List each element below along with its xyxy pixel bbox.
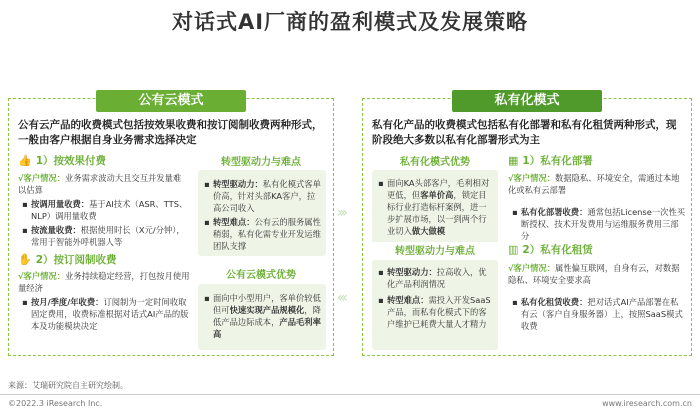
left-difficulty-item: ▪ 转型难点：公有云的服务属性稍弱，私有化需专业开发运维团队支撑 bbox=[204, 216, 322, 252]
thumbs-up-icon: 👍 bbox=[18, 154, 32, 167]
transition-arrows-left: ‹‹‹ bbox=[337, 290, 345, 306]
public-cloud-header: 公有云模式 bbox=[96, 90, 246, 112]
private-deploy-customer: √客户情况：数据隐私、环境安全，需通过本地化或私有云部署 bbox=[508, 173, 680, 195]
public-cloud-advantage-text: ▪ 面向中小型用户，客单价较低但可快速实现产品规模化，降低产品边际成本，产品毛利率高 bbox=[204, 292, 322, 340]
right-driver-item: ▪ 转型驱动力：拉高收入，优化产品利润情况 bbox=[378, 266, 494, 290]
pay-by-call-volume: ▪ 按调用量收费：基于AI技术（ASR、TTS、NLP）调用量收费 bbox=[22, 198, 190, 222]
subscription-customer: √客户情况：业务持续稳定经营，打包按月使用量经济 bbox=[18, 271, 190, 293]
right-drivers-title: 转型驱动力与难点 bbox=[370, 242, 500, 257]
private-deploy-title: ▦ 1）私有化部署 bbox=[508, 154, 593, 167]
transition-arrows-right: ››› bbox=[337, 205, 345, 221]
footer-divider bbox=[0, 394, 700, 395]
page-title: 对话式AI厂商的盈利模式及发展策略 bbox=[171, 10, 529, 34]
server-icon: ▥ bbox=[508, 243, 519, 256]
grid-icon: ▦ bbox=[508, 154, 519, 167]
private-advantage-text: ▪ 面向KA头部客户，毛利相对更低，但客单价高，锁定目标行业打造标杆案例，进一步扩展市场，以一到两个行业切入做大做模 bbox=[378, 177, 494, 237]
left-driver-item: ▪ 转型驱动力：私有化模式客单价高，针对头部KA客户，拉高公司收入 bbox=[204, 178, 322, 214]
private-advantage-title: 私有化模式优势 bbox=[400, 157, 470, 168]
public-cloud-intro: 公有云产品的收费模式包括按效果收费和按订阅制收费两种形式，一般由客户根据自身业务需求选择决定 bbox=[18, 119, 323, 146]
pay-by-effect-customer: √客户情况：业务需求波动大且交互并发量难以估算 bbox=[18, 173, 182, 195]
left-drivers-title: 转型驱动力与难点 bbox=[221, 157, 301, 168]
subscription-fee: ▪ 按月/季度/年收费：订阅制为一定时间收取固定费用，收费标准根据对话式AI产品的版本及功能模块决定 bbox=[22, 296, 192, 332]
footer-url: www.iresearch.com.cn bbox=[602, 399, 692, 408]
subscription-title: ✋ 2）按订阅制收费 bbox=[18, 253, 117, 266]
pay-by-effect-title: 👍 1）按效果付费 bbox=[18, 154, 107, 167]
private-deploy-fee: ▪ 私有化部署收费：通常包括License一次性买断授权、技术开发费用与运维服务费用三部分 bbox=[512, 206, 686, 242]
private-lease-fee: ▪ 私有化租赁收费：把对话式AI产品部署在私有云（客户自身服务器）上，按照SaaS模式收费 bbox=[512, 296, 686, 332]
footer-copyright: ©2022.3 iResearch Inc. bbox=[8, 399, 103, 408]
private-lease-customer: √客户情况：属性偏互联网，自身有云，对数据隐私、环境安全要求高 bbox=[508, 263, 680, 285]
private-lease-title: ▥ 2）私有化租赁 bbox=[508, 243, 593, 256]
source-note: 来源：艾瑞研究院自主研究绘制。 bbox=[8, 381, 128, 390]
private-intro: 私有化产品的收费模式包括私有化部署和私有化租赁两种形式，现阶段绝大多数以私有化部署形式为主 bbox=[372, 119, 677, 146]
public-cloud-advantage-title: 公有云模式优势 bbox=[226, 270, 296, 281]
pay-by-traffic: ▪ 按流量收费：根据使用时长（X元/分钟），常用于智能外呼机器人等 bbox=[22, 224, 190, 248]
private-header: 私有化模式 bbox=[452, 90, 602, 112]
hand-icon: ✋ bbox=[18, 253, 32, 266]
right-difficulty-item: ▪ 转型难点：需投入开发SaaS产品，而私有化模式下的客户维护已耗费大量人才精力 bbox=[378, 294, 494, 330]
